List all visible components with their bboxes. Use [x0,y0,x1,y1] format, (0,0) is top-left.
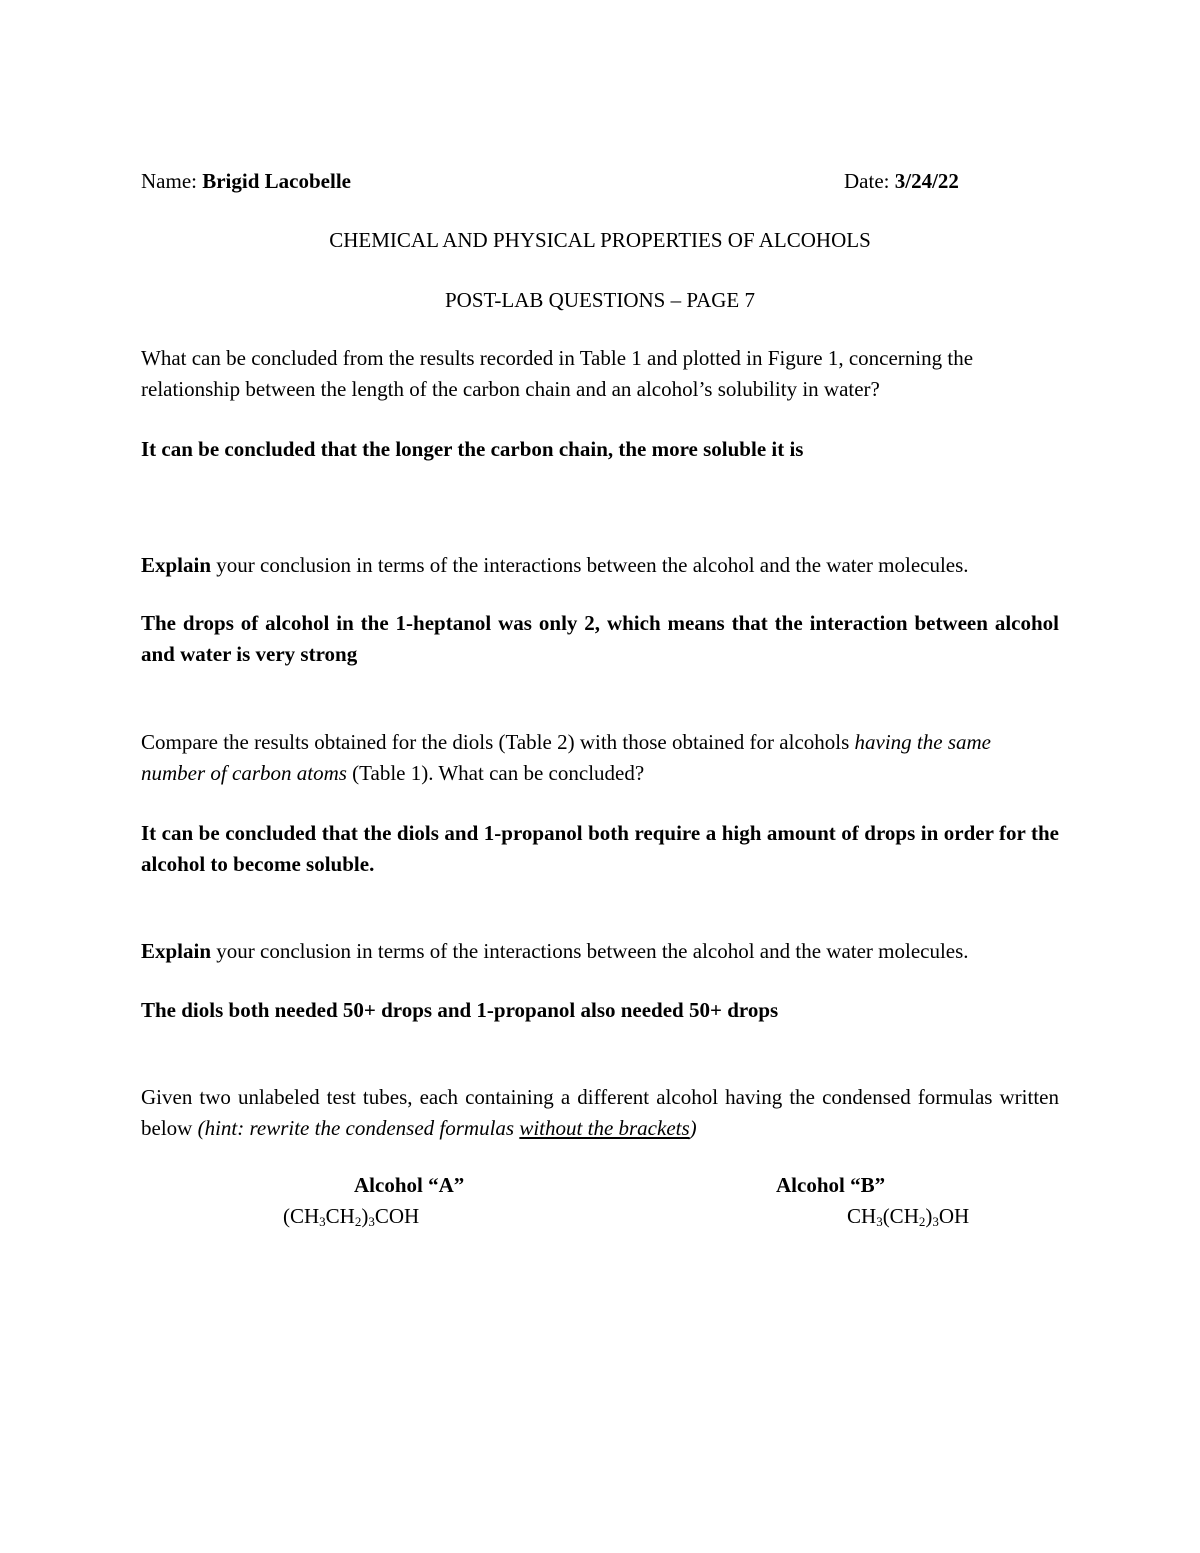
date-field [844,166,959,197]
question-2 [141,550,1059,581]
question-3-text-2: (Table 1). What can be concluded? [346,761,645,785]
question-2-text: your conclusion in terms of the interactions between the alcohol and the water molecules. [216,553,969,577]
header-row [141,166,1059,197]
answer-4: The diols both needed 50+ drops and 1-propanol also needed 50+ drops [141,998,779,1022]
alcohol-b-label: Alcohol “B” [776,1173,886,1197]
name-value: Brigid Lacobelle [202,169,351,193]
alcohol-formulas [141,1170,1059,1240]
question-3-text-1: Compare the results obtained for the diols (Table 2) with those obtained for alcohols [141,730,855,754]
answer-2: The drops of alcohol in the 1-heptanol was only 2, which means that the interaction between alcohol and water is very strong [141,611,1059,666]
alcohol-b-formula: $CH_3(CH_2)_3OH$ [847,1204,970,1229]
name-label: Name: [141,169,197,193]
question-2-lead: Explain [141,553,212,577]
document-subtitle: POST-LAB QUESTIONS – PAGE 7 [445,288,755,312]
date-value: 3/24/22 [894,169,959,193]
question-4 [141,936,1059,967]
question-3-italic: having the same number of carbon atoms [141,730,992,785]
answer-1: It can be concluded that the longer the carbon chain, the more soluble it is [141,437,804,461]
question-5-hint [198,1116,697,1140]
question-5-hint-text: (hint: rewrite the condensed formulas [197,1116,520,1140]
alcohol-a-formula: $(CH_3CH_2)_3COH$ [283,1204,420,1229]
question-5-text: Given two unlabeled test tubes, each containing a different alcohol having the condensed formulas written below [141,1085,1059,1140]
name-field [141,166,351,197]
question-4-text: your conclusion in terms of the interactions between the alcohol and the water molecules. [216,939,969,963]
question-1: What can be concluded from the results recorded in Table 1 and plotted in Figure 1, concerning the relationship between the length of the carbon chain and an alcohol’s solubility in water? [141,346,974,401]
document-page [141,166,1059,1240]
question-4-lead: Explain [141,939,212,963]
answer-3: It can be concluded that the diols and 1-propanol both require a high amount of drops in order for the alcohol to become soluble. [141,821,1059,876]
alcohol-a-label: Alcohol “A” [354,1173,465,1197]
date-label: Date: [844,169,890,193]
question-5 [141,1082,1059,1144]
question-5-hint-close: ) [689,1116,697,1140]
question-3 [141,727,1059,789]
document-title: CHEMICAL AND PHYSICAL PROPERTIES OF ALCOHOLS [329,228,871,252]
question-5-hint-underlined: without the brackets [519,1116,690,1140]
